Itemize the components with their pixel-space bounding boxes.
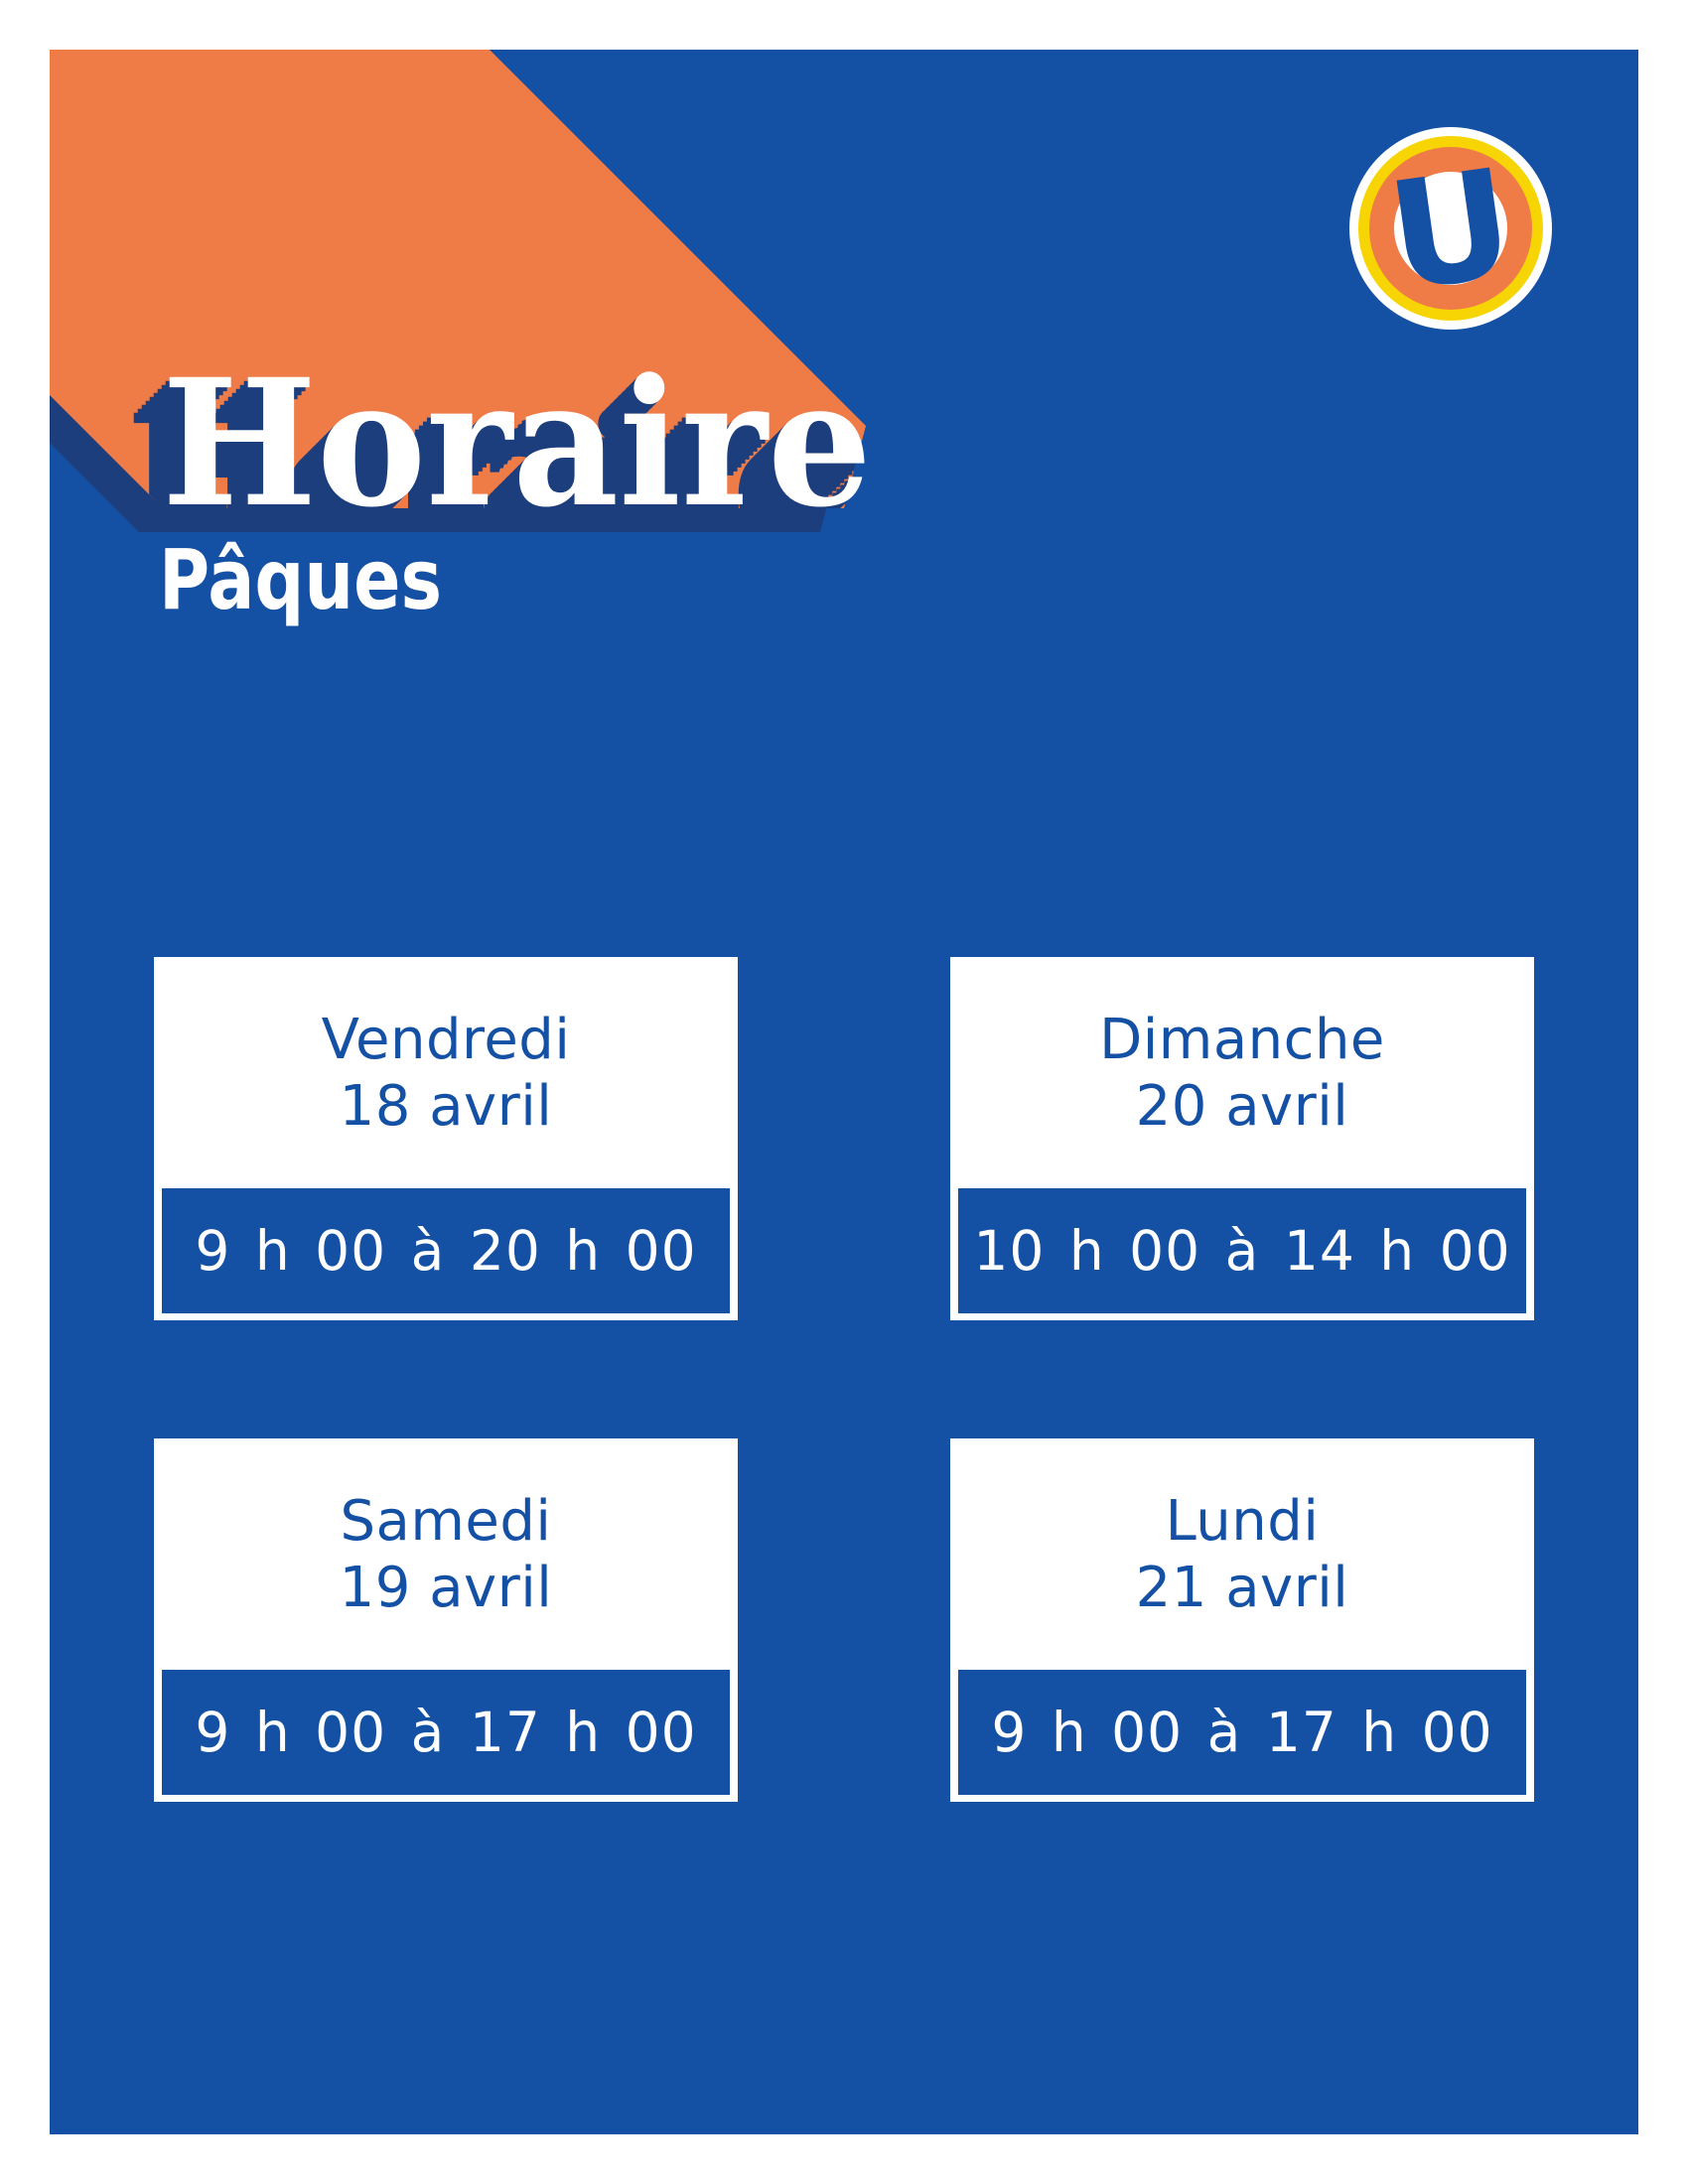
card-hours-bar — [958, 1188, 1526, 1313]
card-day-block — [162, 1438, 730, 1670]
card-date-label: 19 avril — [339, 1555, 553, 1620]
card-date-label: 21 avril — [1135, 1555, 1349, 1620]
card-hours-label: 9 h 00 à 17 h 00 — [195, 1701, 697, 1764]
card-day-block — [162, 957, 730, 1188]
card-date-label: 20 avril — [1135, 1073, 1349, 1139]
card-hours-bar — [958, 1670, 1526, 1795]
card-hours-label: 9 h 00 à 17 h 00 — [991, 1701, 1493, 1764]
schedule-card — [950, 1438, 1534, 1802]
card-day-block — [958, 1438, 1526, 1670]
card-hours-label: 10 h 00 à 14 h 00 — [973, 1219, 1511, 1283]
schedule-card — [154, 957, 738, 1320]
card-hours-bar — [162, 1670, 730, 1795]
schedule-card — [950, 957, 1534, 1320]
card-hours-label: 9 h 00 à 20 h 00 — [195, 1219, 697, 1283]
schedule-card — [154, 1438, 738, 1802]
poster-title — [162, 341, 872, 546]
card-day-label: Lundi — [1165, 1488, 1320, 1554]
card-date-label: 18 avril — [339, 1073, 553, 1139]
card-day-block — [958, 957, 1526, 1188]
card-day-label: Dimanche — [1099, 1007, 1385, 1072]
card-day-label: Samedi — [340, 1488, 552, 1554]
logo-letter: U — [1378, 137, 1523, 326]
poster-background — [50, 50, 1638, 2134]
card-day-label: Vendredi — [321, 1007, 571, 1072]
card-hours-bar — [162, 1188, 730, 1313]
poster-subtitle: Pâques — [159, 531, 442, 628]
brand-logo-icon — [1349, 127, 1552, 330]
